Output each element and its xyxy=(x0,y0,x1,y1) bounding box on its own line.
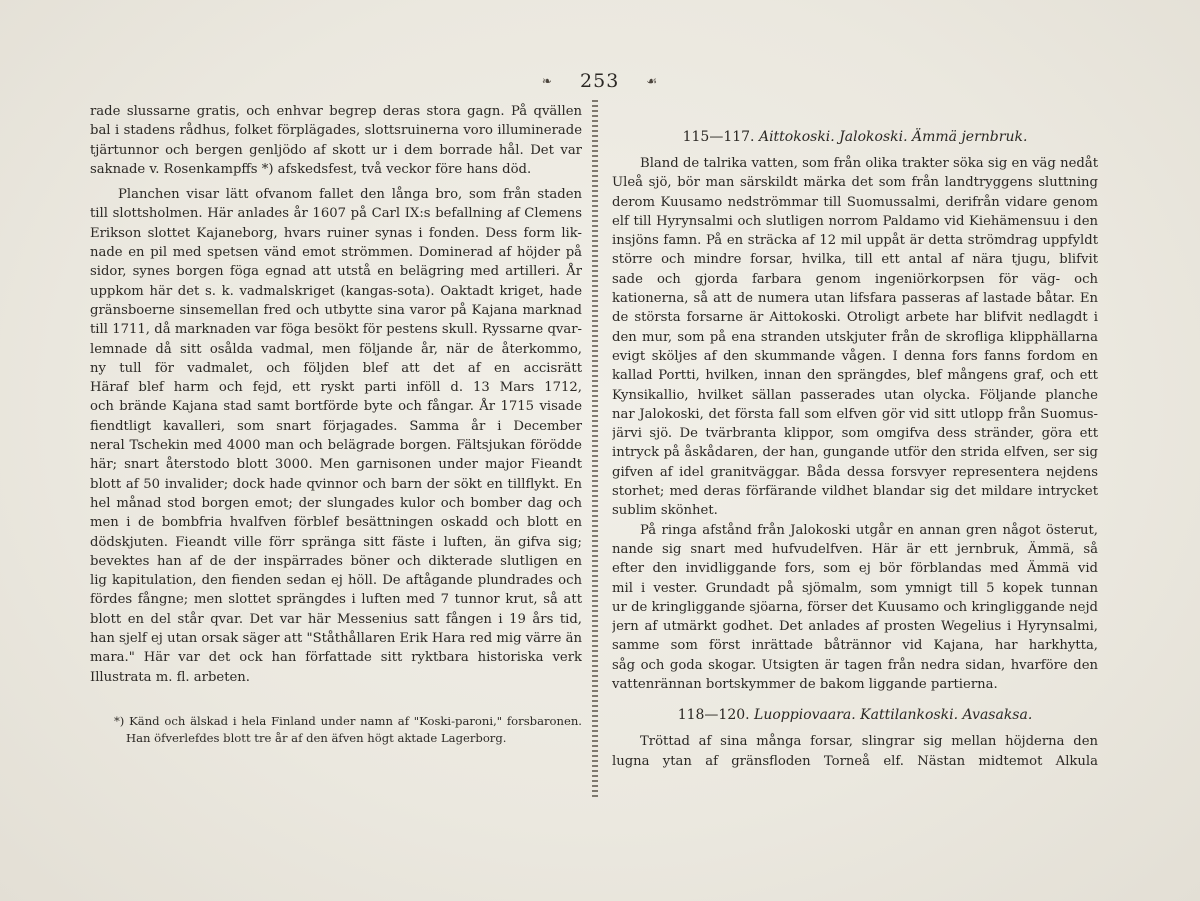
text-line: han sjelf ej utan orsak säger att "Ståthållaren Erik Hara red mig värre än xyxy=(90,631,582,647)
text-line: neral Tschekin med 4000 man och belägrade borgen. Fältsjukan förödde xyxy=(90,438,582,454)
text-line: bevektes han af de der inspärrades böner och dikterade slutligen en xyxy=(90,553,582,569)
text-line: lemnade då sitt osålda vadmal, men följande år, när de återkommo, xyxy=(90,341,582,357)
text-line: mil i vester. Grundadt på sjömalm, som ymnigt till 5 kopek tunnan xyxy=(612,580,1098,596)
left-column xyxy=(90,102,582,747)
text-line: Erikson slottet Kajaneborg, hvars ruiner synas i fonden. Dess form lik- xyxy=(90,225,582,241)
paragraph xyxy=(612,521,1098,695)
text-line: Tröttad af sina många forsar, slingrar sig mellan höjderna den xyxy=(640,734,1098,750)
text-line: fördes fångne; men slottet sprängdes i luften med 7 tunnor krut, så att xyxy=(90,592,582,608)
text-line: nade en pil med spetsen vänd emot strömmen. Dominerad af höjder på xyxy=(90,245,582,261)
column-divider xyxy=(592,100,598,800)
section-number: 115—117. xyxy=(682,129,755,145)
text-line: uppkom här det s. k. vadmalskriget (kangas-sota). Oaktadt kriget, hade xyxy=(90,283,582,299)
text-line: såg och goda skogar. Utsigten är tagen från nedra sidan, hvarföre den xyxy=(612,657,1098,673)
right-column xyxy=(612,102,1098,771)
page-header xyxy=(0,70,1200,92)
text-line: Planchen visar lätt ofvanom fallet den långa bro, som från staden xyxy=(118,187,582,203)
footnote-line: Han öfverlefdes blott tre år af den äfven högt aktade Lagerborg. xyxy=(126,730,507,745)
text-line: gifven af idel granitväggar. Båda dessa forsvyer representera nejdens xyxy=(612,464,1098,480)
section-number: 118—120. xyxy=(677,707,750,724)
text-line: derom Kuusamo nedströmmar till Suomussalmi, derifrån vidare genom xyxy=(612,194,1098,210)
text-line: jern af utmärkt godhet. Det anlades af prosten Wegelius i Hyrynsalmi, xyxy=(612,619,1098,635)
text-line: evigt sköljes af den skummande vågen. I denna fors fanns fordom en xyxy=(612,348,1098,364)
text-line: efter den invidliggande fors, som ej bör förblandas med Ämmä vid xyxy=(612,561,1098,577)
footnote-line: *) Känd och älskad i hela Finland under namn af "Koski-paroni," forsbaronen. xyxy=(114,713,582,728)
text-line: Kynsikallio, hvilket sällan passerades utan olycka. Följande planche xyxy=(612,387,1098,403)
text-line: fiendtligt kavalleri, som snart förjagades. Samma år i December xyxy=(90,418,582,434)
text-line: tjärtunnor och bergen genljödo af skott ur i dem borrade hål. Det var xyxy=(90,142,582,158)
paragraph xyxy=(612,732,1098,771)
text-line: större och mindre forsar, hvilka, till ett antal af nära tjugu, blifvit xyxy=(612,252,1098,268)
text-line: nande sig snart med hufvudelfven. Här är ett jernbruk, Ämmä, så xyxy=(612,541,1098,557)
text-line: men i de bombfria hvalfven förblef besättningen oskadd och blott en xyxy=(90,515,582,531)
ornament-right-icon: ☙ xyxy=(646,74,659,88)
text-line: och brände Kajana stad samt bortförde byte och fångar. År 1715 visade xyxy=(90,399,582,415)
footnote xyxy=(90,713,582,747)
text-line: den mur, som på ena stranden utskjuter från de skrofliga klipphällarna xyxy=(612,329,1098,345)
text-line: elf till Hyrynsalmi och slutligen norrom Paldamo vid Kiehämensuu i den xyxy=(612,213,1098,229)
section-heading xyxy=(612,126,1098,148)
paragraph xyxy=(612,154,1098,521)
text-line: mara." Här var det ock han författade sitt ryktbara historiska verk xyxy=(90,650,582,666)
section-heading xyxy=(612,704,1098,726)
ornament-left-icon: ❧ xyxy=(541,74,553,88)
text-line: ur de kringliggande sjöarna, förser det Kuusamo och kringliggande nejd xyxy=(612,599,1098,615)
text-line: insjöns famn. På en sträcka af 12 mil uppåt är detta strömdrag uppfyldt xyxy=(612,233,1098,249)
text-line: samme som först inrättade båtrännor vid Kajana, har harkhytta, xyxy=(612,638,1098,654)
text-line: bal i stadens rådhus, folket förplägades, slottsruinerna voro illuminerade xyxy=(90,123,582,139)
paragraph xyxy=(90,185,582,204)
text-line: till slottsholmen. Här anlades år 1607 på Carl IX:s befallning af Clemens xyxy=(90,206,582,222)
text-line: lugna ytan af gränsfloden Torneå elf. Nästan midtemot Alkula xyxy=(612,753,1098,769)
text-line: sublim skönhet. xyxy=(612,503,718,519)
text-line: nar Jalokoski, det första fall som elfven gör vid sitt utlopp från Suomus- xyxy=(612,406,1098,422)
text-line: blott en del står qvar. Det var här Messenius satt fången i 19 års tid, xyxy=(90,611,582,627)
text-line: Häraf blef harm och fejd, ett ryskt parti inföll d. 13 Mars 1712, xyxy=(90,380,582,396)
text-line: intryck på åskådaren, der han, gungande utför den strida elfven, ser sig xyxy=(612,445,1098,461)
text-line: ny tull för vadmalet, och följden blef att det af en accisrätt xyxy=(90,360,582,376)
text-line: de största forsarne är Aittokoski. Otroligt arbete har blifvit nedlagdt i xyxy=(612,310,1098,326)
text-line: storhet; med deras förfärande vildhet blandar sig det mildare intrycket xyxy=(612,484,1098,500)
text-line: sade och gjorda farbara genom ingeniörkorpsen för väg- och xyxy=(612,271,1098,287)
page-number: 253 xyxy=(580,70,620,92)
text-line: dödskjuten. Fieandt ville förr spränga sitt fäste i luften, än gifva sig; xyxy=(90,534,582,550)
text-line: järvi sjö. De tvärbranta klippor, som omgifva dess stränder, göra ett xyxy=(612,426,1098,442)
text-line: Bland de talrika vatten, som från olika trakter söka sig en väg nedåt xyxy=(640,156,1098,171)
text-line: till 1711, då marknaden var föga besökt för pestens skull. Ryssarne qvar- xyxy=(90,322,582,338)
text-line: saknade v. Rosenkampffs *) afskedsfest, två veckor före hans död. xyxy=(90,161,532,177)
text-line: gränsboerne sinsemellan fred och utbytte sina varor på Kajana marknad xyxy=(90,302,582,318)
section-title: Aittokoski. Jalokoski. Ämmä jernbruk. xyxy=(758,129,1028,145)
text-line: blott af 50 invalider; dock hade qvinnor och barn der sökt en tillflykt. En xyxy=(90,476,582,492)
text-line: vattenrännan bortskymmer de bakom liggande partierna. xyxy=(612,677,998,693)
text-line: kationerna, så att de numera utan lifsfara passeras af lastade båtar. En xyxy=(612,291,1098,307)
paragraph xyxy=(90,102,582,179)
text-line: kallad Portti, hvilken, innan den sprängdes, blef mångens graf, och ett xyxy=(612,368,1098,384)
text-line: lig kapitulation, den fienden sedan ej höll. De aftågande plundrades och xyxy=(90,573,582,589)
text-line: På ringa afstånd från Jalokoski utgår en annan gren något österut, xyxy=(640,522,1098,538)
text-line: här; snart återstodo blott 3000. Men garnisonen under major Fieandt xyxy=(90,457,582,473)
text-line: Uleå sjö, bör man särskildt märka det som från landtryggens sluttning xyxy=(612,175,1098,191)
text-line: rade slussarne gratis, och enhvar begrep deras stora gagn. På qvällen xyxy=(90,104,582,119)
text-line: hel månad stod borgen emot; der slungades kulor och bomber dag och xyxy=(90,495,582,511)
text-line: Illustrata m. fl. arbeten. xyxy=(90,669,250,685)
paragraph xyxy=(90,204,582,686)
text-line: sidor, synes borgen föga egnad att utstå en belägring med artilleri. År xyxy=(90,264,582,280)
section-title: Luoppiovaara. Kattilankoski. Avasaksa. xyxy=(754,707,1033,724)
